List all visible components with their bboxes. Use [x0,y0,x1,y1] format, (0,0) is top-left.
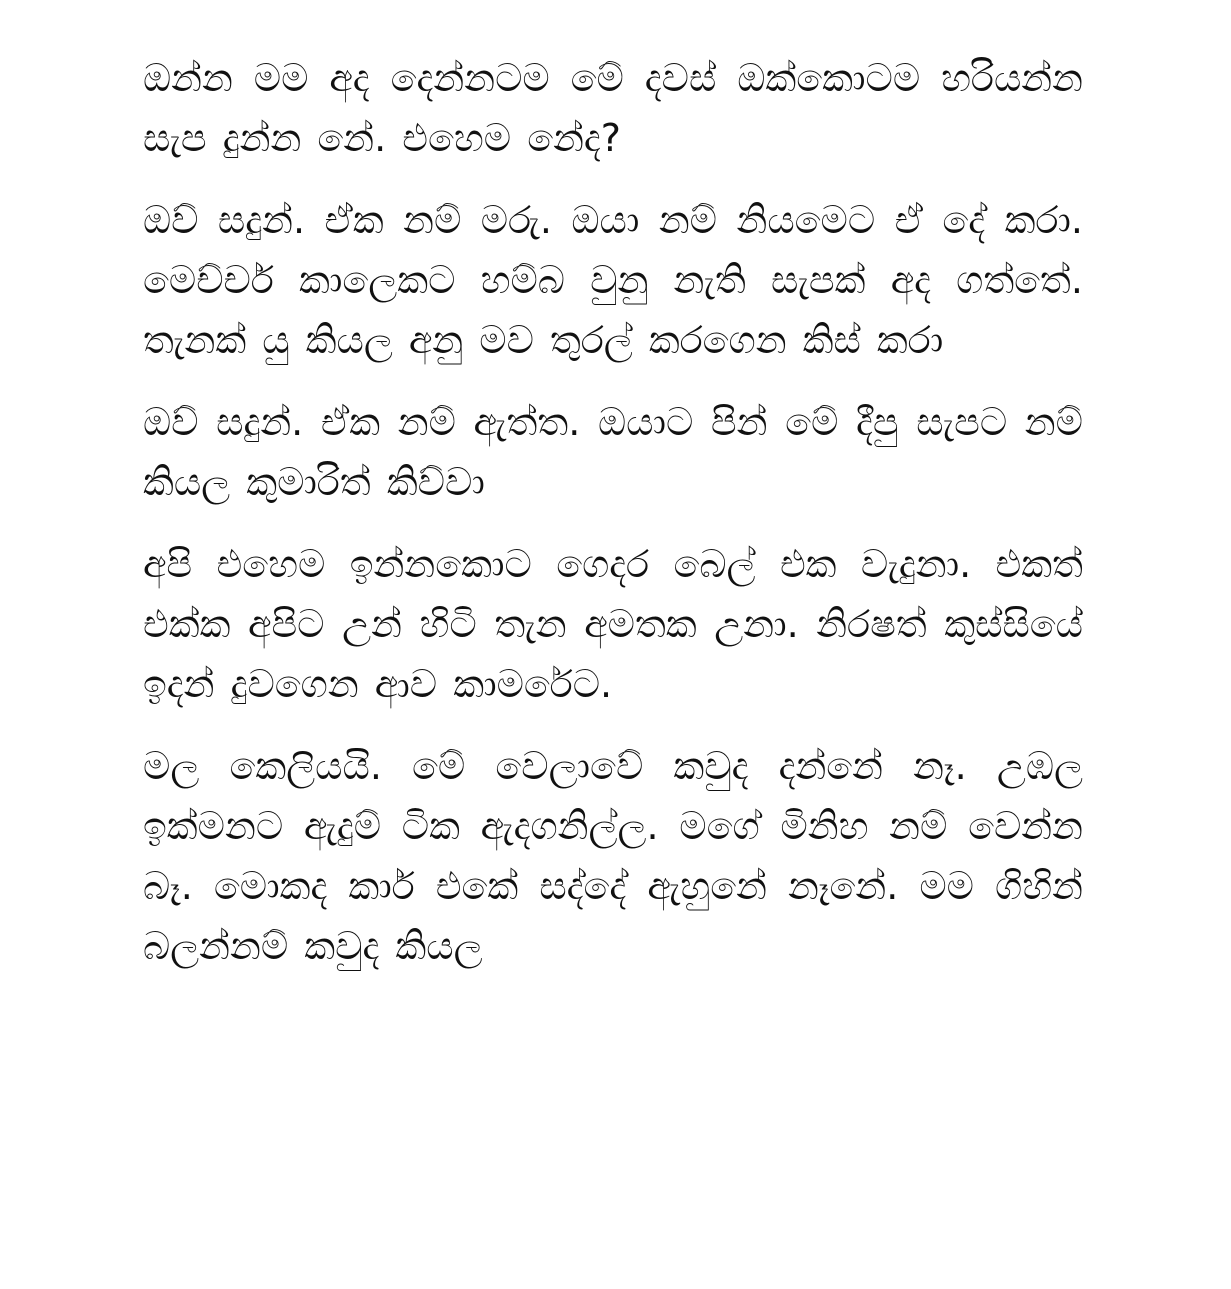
story-text [143,48,1083,976]
paragraph-3: ඔව් සදුන්. ඒක නම් ඇත්ත. ඔයාට පින් මේ දීපු සැපට නම් කියල කුමාරිත් කිව්වා [143,400,1083,504]
paragraph-5: මල කෙලියයි. මේ වෙලාවේ කවුද දන්නේ නෑ. උඹල ඉක්මනට ඇදුම් ටික ඇදගනිල්ල. මගේ මිනිහ නම් වෙන්න බෑ. මොකද කාර් එකේ සද්දේ ඇහුනේ නෑනේ. මම ගිහින් බලන්නම් කවුද කියල [143,744,1083,968]
paragraph-1: ඔන්න මම අද දෙන්නටම මේ දවස් ඔක්කොටම හරියන්න සැප දුන්න නේ. එහෙම නේද? [143,56,1083,160]
paragraph-4: අපි එහෙම ඉන්නකොට ගෙදර බෙල් එක වැදුනා. එකත් එක්ක අපිට උන් හිටි තැන අමතක උනා. නිරෂත් කුස්සියේ ඉදන් දුවගෙන ආව කාමරේට. [143,542,1083,706]
paragraph-2: ඔව් සදුන්. ඒක නම් මරු. ඔයා නම් නියමෙට ඒ දේ කරා. මෙච්චර් කාලෙකට හම්බ වුනු නැති සැපක් අද ගත්තේ. තැනක් යු කියල අනු මව තුරල් කරගෙන කිස් කරා [143,198,1083,362]
